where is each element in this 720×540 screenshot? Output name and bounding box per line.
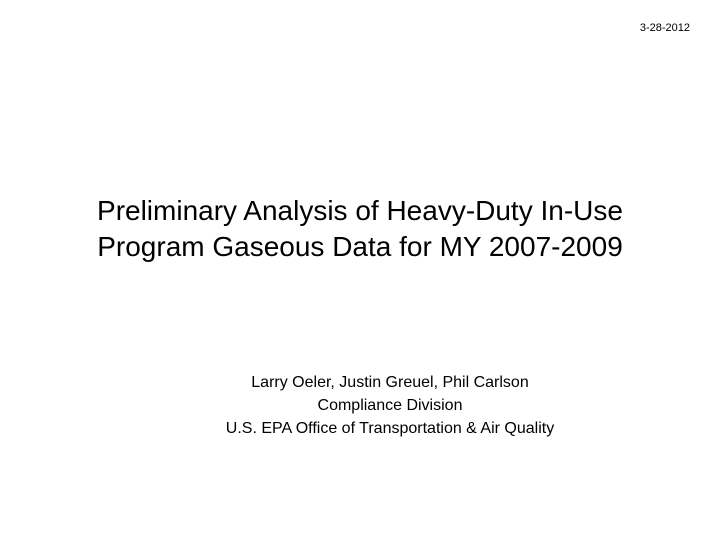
division-name: Compliance Division (317, 397, 463, 414)
slide-title-line-1: Preliminary Analysis of Heavy-Duty In-Use (97, 195, 623, 226)
slide-title (20, 193, 700, 265)
author-names: Larry Oeler, Justin Greuel, Phil Carlson (251, 374, 529, 391)
slide-subtitle (110, 371, 670, 440)
slide-title-line-2: Program Gaseous Data for MY 2007-2009 (97, 231, 623, 262)
slide-date: 3-28-2012 (639, 22, 690, 34)
office-name: U.S. EPA Office of Transportation & Air Quality (225, 420, 555, 437)
